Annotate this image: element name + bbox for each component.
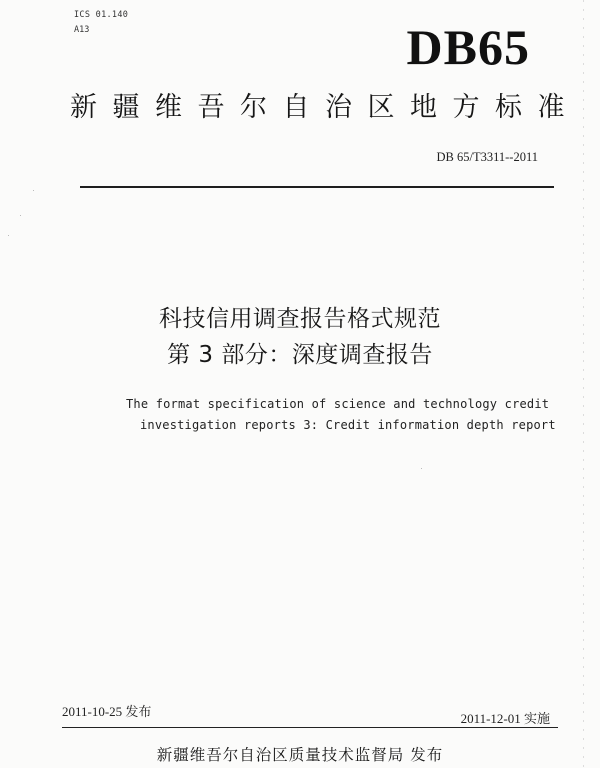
english-title-line2: investigation reports 3: Credit information depth report <box>140 418 556 432</box>
standard-number: DB 65/T3311--2011 <box>436 150 538 164</box>
standard-mark: DB65 <box>406 19 530 75</box>
implementation-date: 2011-12-01 实施 <box>460 711 550 726</box>
footer-divider <box>62 727 558 728</box>
header-divider <box>80 186 554 188</box>
scan-edge-artifact <box>583 0 584 768</box>
chinese-title-line1: 科技信用调查报告格式规范 <box>159 306 441 332</box>
english-title-line1: The format specification of science and technology credit <box>126 397 550 411</box>
issuing-authority: 新疆维吾尔自治区质量技术监督局 发布 <box>156 746 444 764</box>
scan-speck <box>421 468 422 469</box>
standard-type-heading: 新疆维吾尔自治区地方标准 <box>70 92 580 123</box>
scan-speck <box>8 235 9 236</box>
scan-speck <box>20 215 21 216</box>
classification-code: A13 <box>74 25 90 35</box>
chinese-title-line2: 第 3 部分：深度调查报告 <box>167 342 433 368</box>
scan-speck <box>33 190 34 191</box>
issue-date: 2011-10-25 发布 <box>62 704 152 719</box>
ics-code: ICS 01.140 <box>74 10 129 20</box>
